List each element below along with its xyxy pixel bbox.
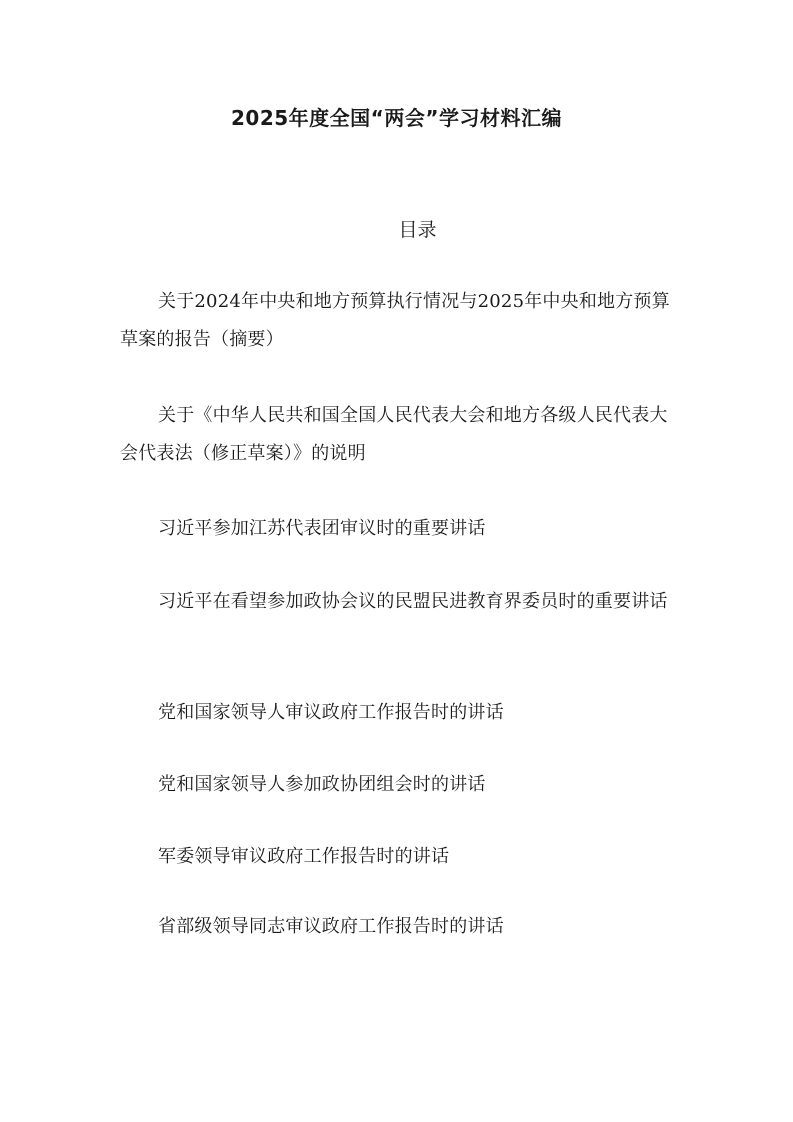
toc-item-leaders-review: 党和国家领导人审议政府工作报告时的讲话 xyxy=(158,702,504,723)
toc-item-leaders-cppcc: 党和国家领导人参加政协团组会时的讲话 xyxy=(158,774,486,795)
toc-item-jiangsu-delegation: 习近平参加江苏代表团审议时的重要讲话 xyxy=(158,518,486,539)
toc-item-cppcc-education: 习近平在看望参加政协会议的民盟民进教育界委员时的重要讲话 xyxy=(158,591,668,612)
toc-item-military-commission: 军委领导审议政府工作报告时的讲话 xyxy=(158,846,450,867)
toc-item-budget-report: 关于2024年中央和地方预算执行情况与2025年中央和地方预算草案的报告（摘要） xyxy=(120,291,670,350)
toc-heading: 目录 xyxy=(398,219,437,241)
document-title: 2025年度全国“两会”学习材料汇编 xyxy=(231,106,562,130)
toc-item-deputies-law: 关于《中华人民共和国全国人民代表大会和地方各级人民代表大会代表法（修正草案）》的说明 xyxy=(120,405,668,464)
toc-item-provincial-leaders: 省部级领导同志审议政府工作报告时的讲话 xyxy=(158,916,504,937)
